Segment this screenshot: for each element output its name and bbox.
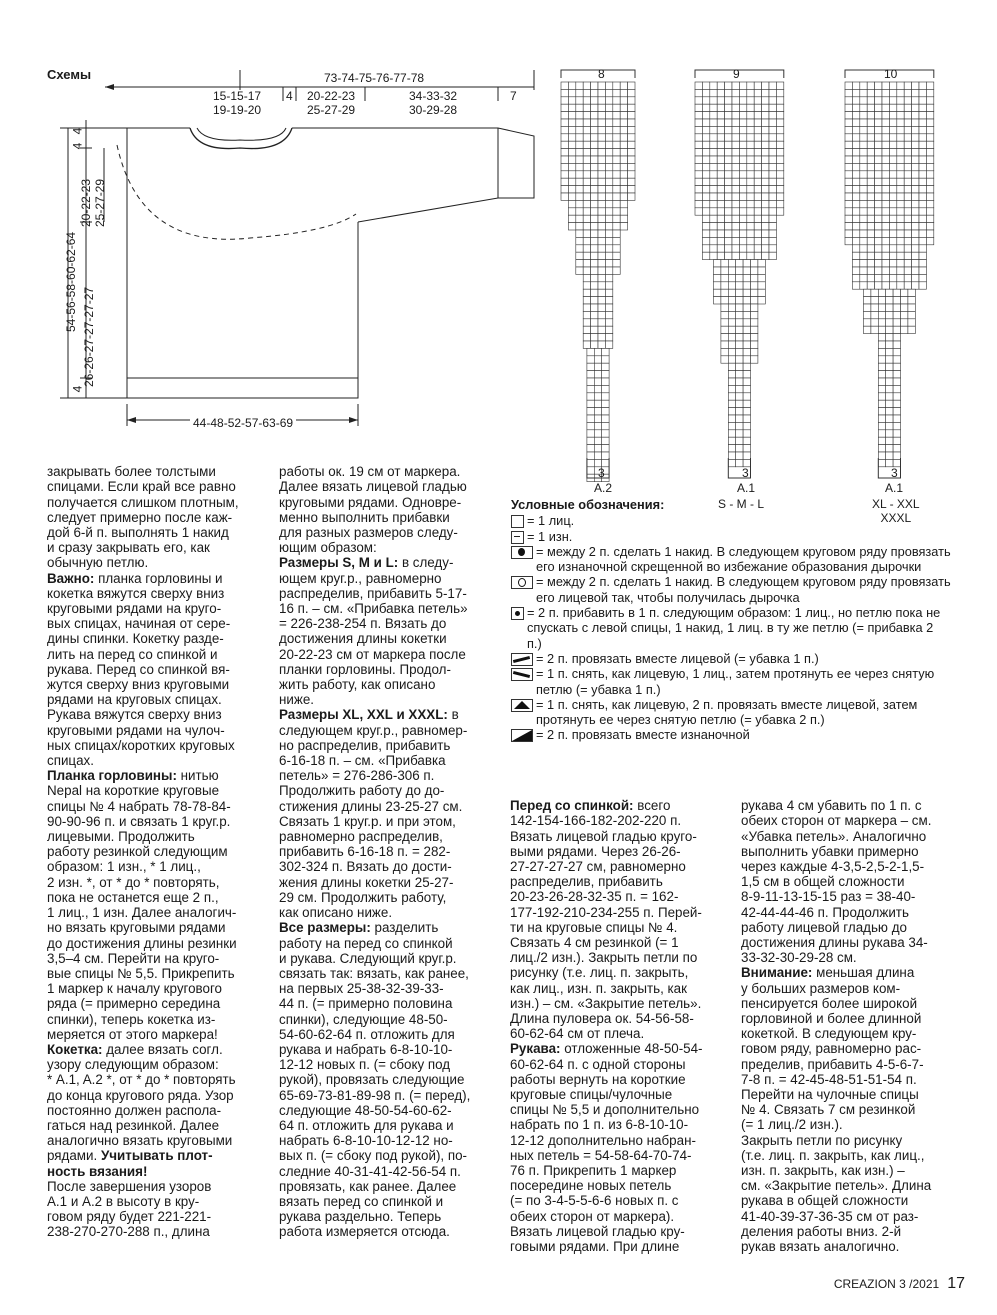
important-label: Важно: bbox=[47, 570, 95, 586]
all-sizes-label: Все размеры: bbox=[279, 920, 371, 936]
chart-10-number: 10 bbox=[884, 67, 898, 81]
legend-item-k2tog: = 2 п. провязать вместе лицевой (= убавка 1 п.) bbox=[511, 651, 951, 666]
text-column-3 bbox=[510, 783, 725, 1254]
bottom-width-dim: 44-48-52-57-63-69 bbox=[190, 416, 296, 430]
p2tog-icon bbox=[511, 729, 533, 742]
chart-10-grid bbox=[845, 70, 934, 467]
legend-title: Условные обозначения: bbox=[511, 497, 665, 512]
top-total-dim: 73-74-75-76-77-78 bbox=[324, 71, 425, 85]
important-text: планка горловины и кокетка вяжутся сверху вниз круговыми рядами на круго- вых спицах, начиная от сере- дины спинки. Кокетку разде- лить на перед со спинкой и рукава. Перед со спинкой вя- жутся сверху вниз круговыми рядами на круговых спицах. Рукава вяжутся сверху вниз круговыми рядами на чулоч- ных спицах/коротких круговых спицах. bbox=[47, 570, 235, 769]
yoke-text: далее вязать согл. узору следующим образом: * A.1, A.2 *, от * до * повторять до конца кругового ряда. Узор постоянно должен распола- гаться над резинкой. Далее аналогично вязать круговыми рядами. bbox=[47, 1041, 236, 1164]
purl-symbol-icon bbox=[511, 531, 524, 544]
col1-intro: закрывать более толстыми спицами. Если край все равно получается слишком плотным, следует примерно после каж- дой 6-й п. выполнять 1 накид и сразу закрывать его, как обычную петлю. bbox=[47, 464, 239, 571]
legend-item-purl: = 1 изн. bbox=[511, 529, 951, 544]
ssk-icon bbox=[511, 668, 533, 681]
legend-item-sk2p: = 1 п. снять, как лицевую, 2 п. провязать вместе лицевой, затем протянуть ее через снятую петлю (= убавка 2 п.) bbox=[511, 697, 951, 728]
chart-10-count: 3 bbox=[891, 466, 898, 480]
page-number: 17 bbox=[947, 1275, 965, 1292]
yarnover-open-icon bbox=[511, 576, 533, 589]
legend-item-p2tog: = 2 п. провязать вместе изнаночной bbox=[511, 727, 951, 742]
yoke-label: Кокетка: bbox=[47, 1041, 103, 1057]
left-inner-dim-a: 20-22-23 bbox=[79, 178, 93, 227]
gauge-note: Учитывать плот- ность вязания! bbox=[47, 1148, 213, 1179]
sleeves-label: Рукава: bbox=[510, 1041, 561, 1057]
left-outer-dim: 54-56-58-60-62-64 bbox=[64, 231, 78, 332]
yarnover-filled-icon bbox=[511, 546, 533, 559]
neck-band-text: нитью Nepal на короткие круговые спицы № 4 набрать 78-78-84- 90-90-96 п. и связать 1 круг.р. лицевыми. Продолжить работу резинкой следующим образом: 1 изн., * 1 лиц., 2 изн. *, от * до * повторять, пока не останется еще 2 п., 1 лиц., 1 изн. Далее аналогич- но вязать круговыми рядами до достижения длины резинки 3,5–4 см. Перейти на круго- вые спицы № 5,5. Прикрепить 1 маркер к началу кругового ряда (= примерно середина спинки), теперь кокетка из- меряется от этого маркера! bbox=[47, 768, 237, 1042]
all-sizes-text: разделить работу на перед со спинкой и рукава. Следующий круг.р. связать так: вязать, как ранее, на первых 25-38-32-39-33- 44 п. (= примерно половина спинки), следующие 48-50- 54-60-62-64 п. отложить для рукава и набрать 6-8-10-10- 12-12 новых п. (= сбоку под рукой), провязать следующие 65-69-73-81-89-98 п. (= перед), следующие 48-50-54-60-62- 64 п. отложить для рукава и набрать 6-8-10-10-12-12 но- вых п. (= сбоку под рукой), по- следние 40-31-41-42-56-54 п. провязать, как ранее. Далее вязать перед со спинкой и рукава раздельно. Теперь работа измеряется отсюда. bbox=[279, 920, 471, 1240]
chart-8-count: 3 bbox=[598, 466, 605, 480]
left-top4-dim: 4 bbox=[70, 127, 85, 135]
left-mid-dim: 26-26-27-27-27-27 bbox=[82, 286, 96, 387]
charts-svg bbox=[555, 60, 965, 500]
legend-item-knit: = 1 лиц. bbox=[511, 513, 951, 528]
chart-9-sizes: S - M - L bbox=[718, 497, 765, 511]
left-top4b-dim: 4 bbox=[70, 142, 85, 150]
seg2-dim: 4 bbox=[286, 89, 293, 103]
front-back-label: Перед со спинкой: bbox=[510, 798, 634, 814]
increase-dot-icon bbox=[511, 607, 524, 620]
neck-band-label: Планка горловины: bbox=[47, 768, 177, 784]
seg5-dim: 7 bbox=[510, 89, 517, 103]
col4-intro: рукава 4 см убавить по 1 п. с обеих сторон от маркера – см. «Убавка петель». Аналогично выполнить убавки примерно через каждые 4-3,5-2,5-2-1,5- 1,5 см в общей сложности 8-9-11-13-15-15 раз = 38-40- 42-44-44-46 п. Продолжить работу лицевой гладью до достижения длины рукава 34- 33-32-30-29-28 см. bbox=[741, 798, 932, 966]
sizes-sml-label: Размеры S, M и L: bbox=[279, 555, 399, 571]
legend-item-ssk: = 1 п. снять, как лицевую, 1 лиц., затем протянуть ее через снятую петлю (= убавка 1 п.) bbox=[511, 666, 951, 697]
chart-9-label: A.1 bbox=[737, 481, 756, 495]
col2-intro: работы ок. 19 см от маркера. Далее вязать лицевой гладью круговыми рядами. Одновре- менно выполнить прибавки для разных размеров следу- ющим образом: bbox=[279, 464, 467, 556]
legend bbox=[511, 497, 951, 743]
chart-9-count: 3 bbox=[742, 466, 749, 480]
chart-8-label: A.2 bbox=[594, 481, 613, 495]
legend-item-yo-purl: = между 2 п. сделать 1 накид. В следующем круговом ряду провязать его изнаночной скрещенной во избежание образования дырочки bbox=[511, 544, 951, 575]
text-column-2 bbox=[279, 449, 494, 1240]
chart-8-grid bbox=[561, 70, 635, 482]
magazine-name: CREAZION 3 /2021 bbox=[833, 1277, 940, 1291]
legend-item-inc2: = 2 п. прибавить в 1 п. следующим образом: 1 лиц., но петлю пока не спускать с левой спицы, 1 накид, 1 лиц. в ту же петлю (= прибавка 2 п.) bbox=[511, 605, 951, 651]
left-bottom4-dim: 4 bbox=[70, 385, 85, 393]
seg1-dim-b: 19-19-20 bbox=[213, 103, 262, 117]
attention-text: меньшая длина у больших размеров ком- пенсируется более широкой горловиной и более длинной кокеткой. В следующем кру- говом ряду, равномерно рас- пределив, прибавить 4-5-6-7- 7-8 п. = 42-45-48-51-51-54 п. Перейти на чулочные спицы № 4. Связать 7 см резинкой (= 1 лиц./2 изн.). Закрыть петли по рисунку (т.е. лиц. п. закрыть, как лиц., изн. п. закрыть, как изн.) – см. «Закрытие петель». Длина рукава в общей сложности 41-40-39-37-36-35 см от раз- деления работы вниз. 2-й рукав вязать аналогично. bbox=[741, 965, 932, 1255]
seg4-dim-a: 34-33-32 bbox=[409, 89, 458, 103]
chart-10-label: A.1 bbox=[885, 481, 904, 495]
attention-label: Внимание: bbox=[741, 965, 813, 981]
seg3-dim-a: 20-22-23 bbox=[307, 89, 356, 103]
sk2p-icon bbox=[511, 699, 533, 712]
front-back-text: всего 142-154-166-182-202-220 п. Вязать лицевой гладью круго- выми рядами. Через 26-26- 27-27-27-27 см, равномерно распределив, прибавить 20-23-26-28-32-35 п. = 162- 177-192-210-234-255 п. Перей- ти на круговые спицы № 4. Связать 4 см резинкой (= 1 лиц./2 изн.). Закрыть петли по рисунку (т.е. лиц. п. закрыть, как лиц., изн. п. закрыть, как изн.) – см. «Закрытие петель». Длина пуловера ок. 54-56-58- 60-62-64 см от плеча. bbox=[510, 798, 702, 1042]
col1-tail: После завершения узоров A.1 и A.2 в высоту в кру- говом ряду будет 221-221- 238-270-270-288 п., длина bbox=[47, 1178, 212, 1240]
sizes-xl-text: в следующем круг.р., равномер- но распределив, прибавить 6-16-18 п. – см. «Прибавка петель» = 276-286-306 п. Продолжить работу до до- стижения длины 23-25-27 см. Связать 1 круг.р. и при этом, равномерно распределив, прибавить 6-16-18 п. = 282- 302-324 п. Вязать до дости- жения длины кокетки 25-27- 29 см. Продолжить работу, как описано ниже. bbox=[279, 707, 468, 921]
chart-8-number: 8 bbox=[598, 67, 605, 81]
sleeves-text: отложенные 48-50-54- 60-62-64 п. с одной стороны работы вернуть на короткие круговые спицы/чулочные спицы № 5,5 и дополнительно набрать по 1 п. из 6-8-10-10- 12-12 дополнительно набран- ных петель = 54-58-64-70-74- 76 п. Прикрепить 1 маркер посередине новых петель (= по 3-4-5-5-6-6 новых п. с обеих сторон от маркера). Вязать лицевой гладью кру- говыми рядами. При длине bbox=[510, 1041, 703, 1255]
seg3-dim-b: 25-27-29 bbox=[307, 103, 356, 117]
left-inner-dim-b: 25-27-29 bbox=[93, 178, 107, 227]
sizes-xl-label: Размеры XL, XXL и XXXL: bbox=[279, 707, 448, 723]
text-column-4 bbox=[741, 783, 961, 1254]
schematic-title: Схемы bbox=[47, 67, 92, 82]
knit-symbol-icon bbox=[511, 515, 524, 528]
sizes-sml-text: в следу- ющем круг.р., равномерно распределив, прибавить 5-17- 16 п. – см. «Прибавка петель» = 226-238-254 п. Вязать до достижения длины кокетки 20-22-23 см от маркера после планки горловины. Продол- жить работу, как описано ниже. bbox=[279, 555, 468, 708]
seg4-dim-b: 30-29-28 bbox=[409, 103, 458, 117]
chart-9-grid bbox=[695, 70, 784, 467]
text-column-1 bbox=[47, 449, 257, 1240]
chart-9-number: 9 bbox=[733, 67, 740, 81]
k2tog-icon bbox=[511, 653, 533, 666]
legend-item-yo-knit: = между 2 п. сделать 1 накид. В следующем круговом ряду провязать его лицевой так, чтобы получилась дырочка bbox=[511, 574, 951, 605]
chart-10-sizes: XL - XXL XXXL bbox=[872, 497, 920, 525]
seg1-dim-a: 15-15-17 bbox=[213, 89, 262, 103]
page-footer bbox=[834, 1275, 965, 1293]
